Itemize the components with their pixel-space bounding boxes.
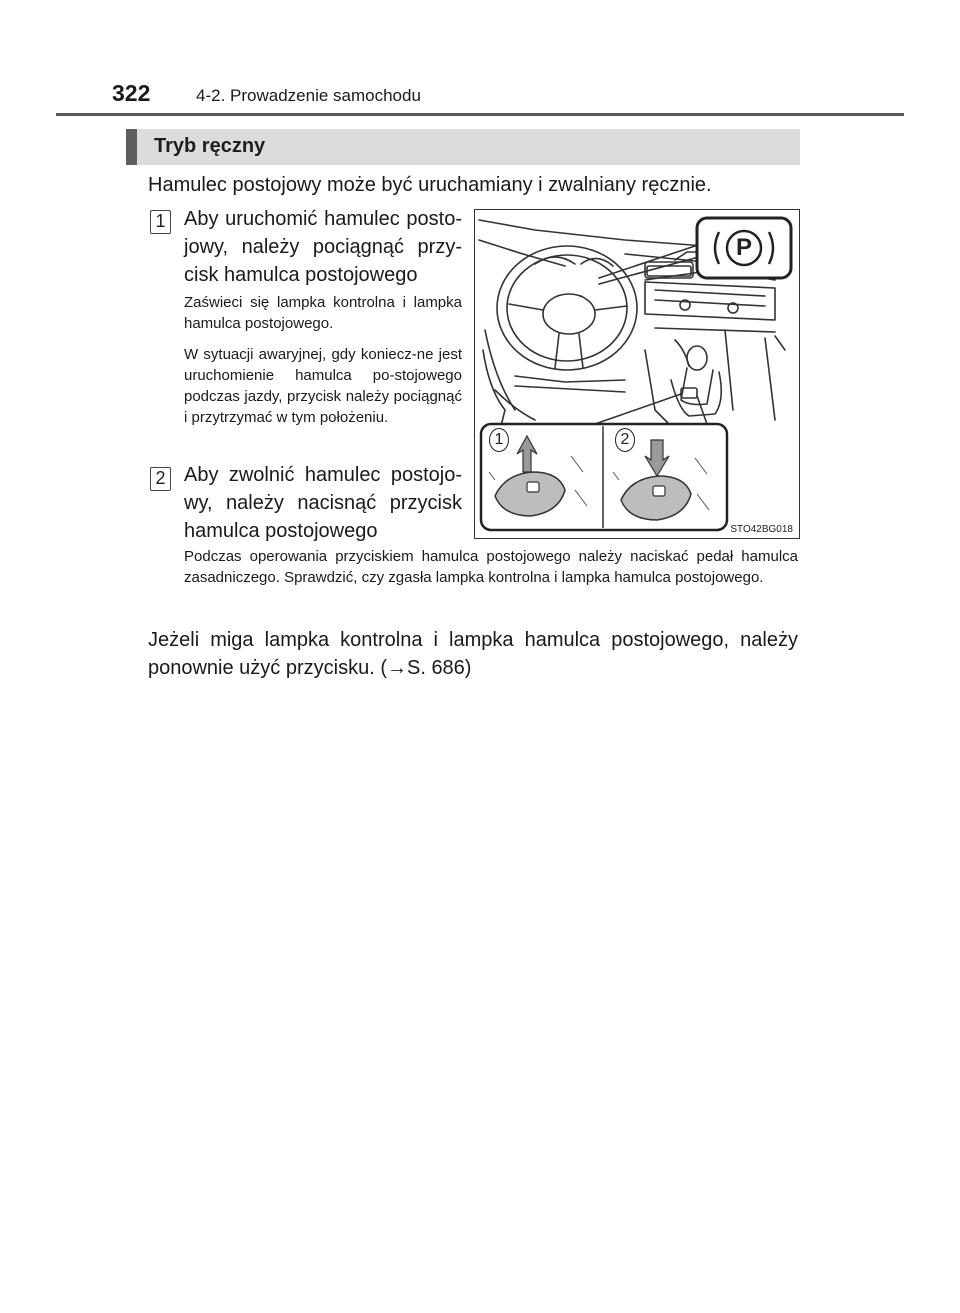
top-rule xyxy=(56,113,904,116)
section-title: Tryb ręczny xyxy=(154,135,266,157)
page-number: 322 xyxy=(112,80,151,106)
item-1-title: Aby uruchomić hamulec posto-jowy, należy pociągnąć przy-cisk hamulca postojowego xyxy=(184,208,462,286)
item-1-note-2: W sytuacji awaryjnej, gdy koniecz-ne jest uruchomienie hamulca po-stojowego podczas jazdy, przycisk należy pociągnąć i przytrzymać w tym położeniu. xyxy=(184,346,462,426)
item-1-number: 1 xyxy=(150,210,171,234)
intro-text: Hamulec postojowy może być uruchamiany i zwalniany ręcznie. xyxy=(148,174,712,196)
closing-paragraph: Jeżeli miga lampka kontrolna i lampka hamulca postojowego, należy ponownie użyć przycisku. (→S. 686) xyxy=(148,629,798,679)
chapter-title: 4-2. Prowadzenie samochodu xyxy=(196,86,421,105)
parking-brake-figure xyxy=(474,209,800,539)
callout-p-letter: P xyxy=(735,234,752,261)
figure-code: STO42BG018 xyxy=(730,524,793,535)
inset-label-2: 2 xyxy=(615,428,635,452)
inset-panel xyxy=(481,424,727,530)
inset-label-1: 1 xyxy=(489,428,509,452)
item-1-note-1: Zaświeci się lampka kontrolna i lampka hamulca postojowego. xyxy=(184,294,462,332)
item-2-number: 2 xyxy=(150,467,171,491)
section-bar xyxy=(126,129,800,165)
item-2-note-1: Podczas operowania przyciskiem hamulca postojowego należy naciskać pedał hamulca zasadniczego. Sprawdzić, czy zgasła lampka kontrolna i lampka hamulca postojowego. xyxy=(184,548,798,586)
item-2-title: Aby zwolnić hamulec postojo-wy, należy nacisnąć przycisk hamulca postojowego xyxy=(184,464,462,542)
